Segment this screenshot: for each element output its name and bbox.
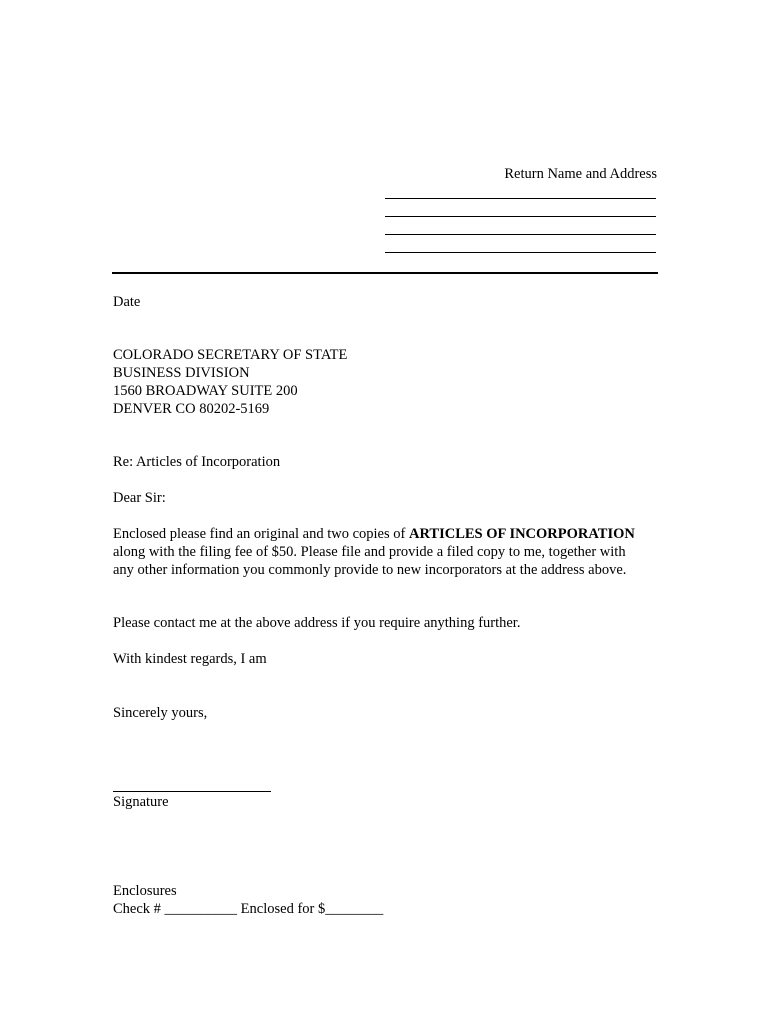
header-divider — [112, 272, 658, 274]
recipient-line-2: BUSINESS DIVISION — [113, 365, 250, 381]
return-address-line-2[interactable] — [385, 216, 656, 217]
subject-line: Re: Articles of Incorporation — [113, 454, 281, 470]
return-address-line-1[interactable] — [385, 198, 656, 199]
closing-line: Sincerely yours, — [113, 705, 208, 721]
contact-paragraph: Please contact me at the above address if you require anything further. — [113, 615, 521, 631]
regards-line: With kindest regards, I am — [113, 651, 267, 667]
date-label: Date — [113, 294, 141, 310]
return-address-label: Return Name and Address — [504, 166, 657, 182]
salutation: Dear Sir: — [113, 490, 166, 506]
recipient-line-4: DENVER CO 80202-5169 — [113, 401, 270, 417]
body-text-start: Enclosed please find an original and two copies of — [113, 526, 409, 542]
body-paragraph — [113, 525, 643, 579]
recipient-line-1: COLORADO SECRETARY OF STATE — [113, 347, 348, 363]
signature-line[interactable] — [113, 791, 271, 792]
return-address-line-3[interactable] — [385, 234, 656, 235]
check-enclosed-line: Check # __________ Enclosed for $________ — [113, 901, 384, 917]
enclosures-label: Enclosures — [113, 883, 177, 899]
signature-label: Signature — [113, 794, 169, 810]
recipient-address — [113, 346, 347, 418]
body-text-bold: ARTICLES OF INCORPORATION — [408, 526, 635, 542]
recipient-line-3: 1560 BROADWAY SUITE 200 — [113, 383, 298, 399]
return-address-line-4[interactable] — [385, 252, 656, 253]
body-text-end: along with the filing fee of $50. Please file and provide a filed copy to me, together with any other information you commonly provide to new incorporators at the address above. — [113, 544, 627, 578]
